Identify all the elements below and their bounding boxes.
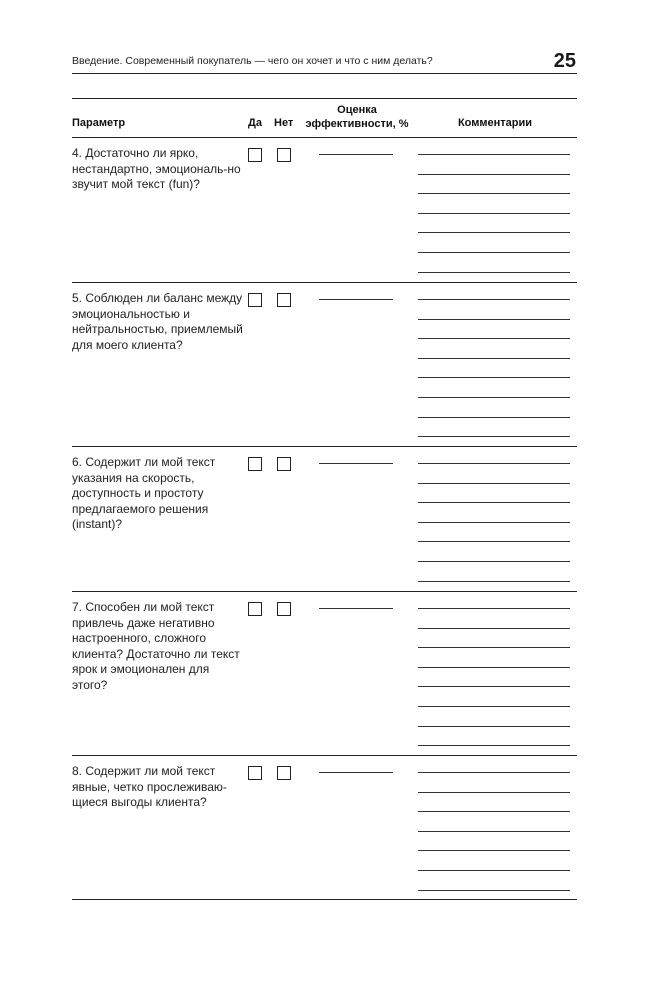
comment-line[interactable] [418,726,570,727]
table-row [72,137,577,283]
comment-line[interactable] [418,377,570,378]
comment-line[interactable] [418,870,570,871]
comment-line[interactable] [418,483,570,484]
comment-line[interactable] [418,628,570,629]
comment-line[interactable] [418,213,570,214]
comment-line[interactable] [418,154,570,155]
page-number: 25 [553,50,576,72]
yes-checkbox[interactable] [248,457,262,471]
score-blank-line[interactable] [319,608,393,609]
yes-checkbox[interactable] [248,602,262,616]
yes-checkbox[interactable] [248,766,262,780]
comment-line[interactable] [418,502,570,503]
comment-line[interactable] [418,772,570,773]
comment-line[interactable] [418,850,570,851]
column-header-parameter: Параметр [72,117,126,129]
yes-checkbox[interactable] [248,148,262,162]
comment-line[interactable] [418,319,570,320]
comment-line[interactable] [418,647,570,648]
comment-line[interactable] [418,358,570,359]
header-rule [72,73,577,74]
comment-line[interactable] [418,667,570,668]
no-checkbox[interactable] [277,766,291,780]
comment-line[interactable] [418,338,570,339]
comment-line[interactable] [418,463,570,464]
comment-line[interactable] [418,792,570,793]
score-blank-line[interactable] [319,463,393,464]
comment-line[interactable] [418,397,570,398]
comment-line[interactable] [418,581,570,582]
comment-line[interactable] [418,174,570,175]
table-row [72,591,577,756]
score-blank-line[interactable] [319,154,393,155]
running-head: Введение. Современный покупатель — чего он хочет и что с ним делать? [72,55,433,67]
score-blank-line[interactable] [319,772,393,773]
table-top-rule [72,98,577,99]
no-checkbox[interactable] [277,602,291,616]
column-header-score-line1: Оценка [337,104,377,116]
column-header-yes: Да [248,117,262,129]
column-header-score-line2: эффективности, % [305,118,409,130]
no-checkbox[interactable] [277,293,291,307]
comment-line[interactable] [418,686,570,687]
table-row [72,755,577,900]
parameter-question: 5. Соблюден ли баланс между эмоциональностью и нейтральностью, приемлемый для моего клиента? [72,291,243,352]
score-blank-line[interactable] [319,299,393,300]
comment-line[interactable] [418,272,570,273]
table-row [72,446,577,592]
parameter-question: 8. Содержит ли мой текст явные, четко прослеживаю-щиеся выгоды клиента? [72,764,227,809]
comment-line[interactable] [418,232,570,233]
comment-line[interactable] [418,436,570,437]
comment-line[interactable] [418,831,570,832]
comment-line[interactable] [418,299,570,300]
comment-line[interactable] [418,706,570,707]
comment-line[interactable] [418,745,570,746]
parameter-question: 7. Способен ли мой текст привлечь даже негативно настроенного, сложного клиента? Достаточно ли текст ярок и эмоционален для этого? [72,600,240,692]
comment-line[interactable] [418,541,570,542]
table-bottom-rule [72,899,577,900]
parameter-question: 6. Содержит ли мой текст указания на скорость, доступность и простоту предлагаемого решения (instant)? [72,455,216,531]
comment-line[interactable] [418,811,570,812]
column-header-score [304,103,410,131]
comment-line[interactable] [418,890,570,891]
yes-checkbox[interactable] [248,293,262,307]
comment-line[interactable] [418,608,570,609]
comment-line[interactable] [418,417,570,418]
column-header-no: Нет [274,117,294,129]
comment-line[interactable] [418,193,570,194]
comment-line[interactable] [418,561,570,562]
table-row [72,282,577,447]
no-checkbox[interactable] [277,148,291,162]
parameter-question: 4. Достаточно ли ярко, нестандартно, эмоциональ-но звучит мой текст (fun)? [72,146,241,191]
column-header-comments: Комментарии [457,117,533,129]
comment-line[interactable] [418,522,570,523]
comment-line[interactable] [418,252,570,253]
no-checkbox[interactable] [277,457,291,471]
